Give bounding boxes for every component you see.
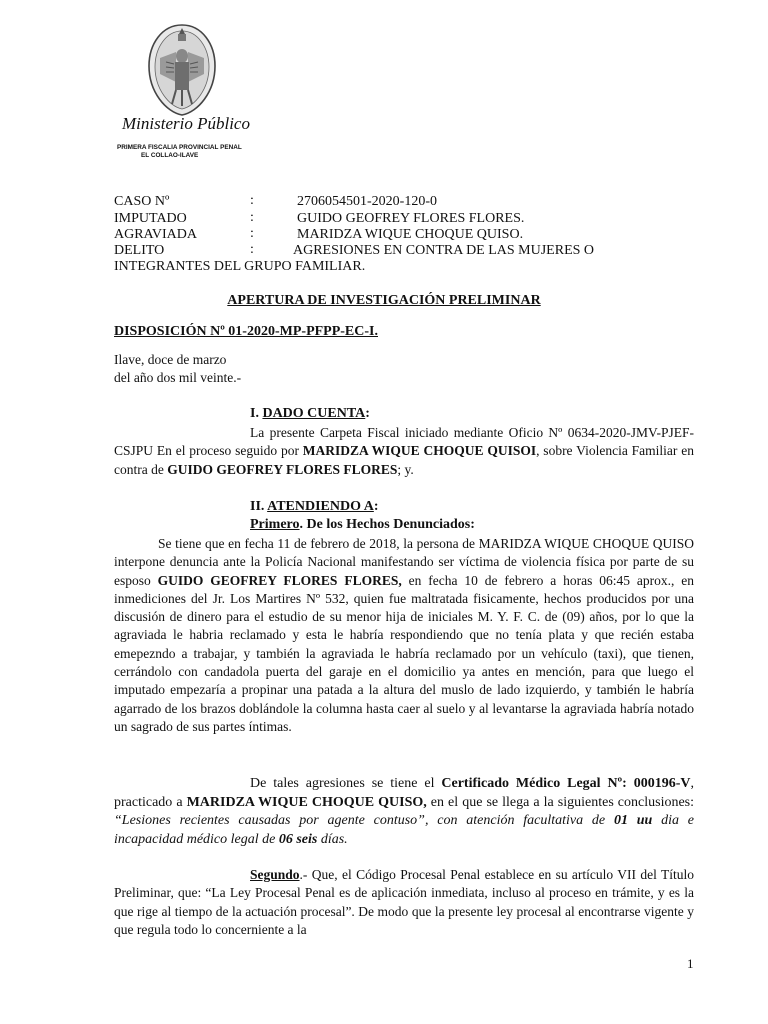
institution-name: Ministerio Público [122,114,250,133]
hechos-imputado-name: GUIDO GEOFREY FLORES FLORES, [157,572,402,588]
s1-agraviada-name: MARIDZA WIQUE CHOQUE QUISOI [302,443,537,459]
delito-value-line1: AGRESIONES EN CONTRA DE LAS MUJERES O [293,243,595,258]
imputado-value: GUIDO GEOFREY FLORES FLORES. [297,211,525,226]
cert-quote-a: “Lesiones recientes causadas por agente contuso”, con atención facultativa de [114,813,614,828]
institution-emblem [146,22,218,118]
page-number: 1 [687,956,694,971]
section-1-title: DADO CUENTA [262,406,366,421]
caso-separator: : [250,193,254,208]
cert-agraviada-name: MARIDZA WIQUE CHOQUE QUISO, [186,794,427,810]
cert-quote-b: dia e incapacidad médico legal de [114,813,694,847]
agraviada-separator: : [250,226,254,241]
section-2-colon: : [373,499,379,514]
cert-incapacity-days: 06 seis [278,831,318,847]
imputado-label: IMPUTADO [114,211,187,226]
agraviada-value: MARIDZA WIQUE CHOQUE QUISO. [297,227,524,242]
primero-heading [250,516,475,534]
hechos-text-b: en fecha 10 de febrero a horas 06:45 aprox., en inmediciones del Jr. Los Martires Nº 532, quien fue maltratada fisicamente, hechos producidos por una discusión de dinero para el estudio de su menor hija de iniciales M. Y. F. C. de (09) años, por lo que la agraviada le habria reclamado y esta le habría respondiendo que no tenía plata y que recién estaba emepezndo a trabajar, y también la agraviada le habría reclamado por un vehículo (taxi), que tienen, cerrándolo con candadola puerta del garaje en el domicilio ya antes en mención, para que luego el imputado empezaría a propinar una patada a la altura del muslo de lado izquierdo, y también le habría agarrado de los brazos doblándole la columna hasta caer al suelo y al levantarse la agraviada habría notado un sagrado de sus partes íntimas. [114,572,694,734]
certificado-paragraph [114,775,694,849]
section-1-paragraph [114,424,694,479]
segundo-text: .- Que, el Código Procesal Penal establece en su artículo VII del Título Preliminar, que: “La Ley Procesal Penal es de aplicación inmediata, incluso al proceso en trámite, y es la que rige al tiempo de la actuación procesal”. De modo que la presente ley procesal al encontrarse vigente y que regula todo lo concerniente a la [114,867,694,937]
s1-text-b: , sobre Violencia Familiar en contra de [114,443,694,477]
delito-label: DELITO [114,243,165,258]
delito-value-line2: INTEGRANTES DEL GRUPO FAMILIAR. [114,259,366,274]
imputado-separator: : [250,210,254,225]
date-line-1: Ilave, doce de marzo [114,352,227,367]
section-2-title: ATENDIENDO A [267,499,374,514]
date-line-2: del año dos mil veinte.- [114,370,242,385]
caso-label: CASO Nº [114,194,170,209]
section-1-numeral: I. [250,406,259,421]
cert-quote-c: días. [317,831,348,847]
segundo-label: Segundo [250,867,300,882]
s1-imputado-name: GUIDO GEOFREY FLORES FLORES [167,461,398,477]
primero-label: Primero [250,517,300,532]
hechos-text-a: Se tiene que en fecha 11 de febrero de 2018, la persona de MARIDZA WIQUE CHOQUE QUISO interpone denuncia ante la Policía Nacional manifestando ser víctima de violencia física por parte de su esposo [114,536,694,588]
office-name-line2: EL COLLAO-ILAVE [141,152,199,159]
s1-text-c: ; y. [397,461,414,477]
cert-number: Certificado Médico Legal Nº: 000196-V [441,776,691,791]
primero-title: . De los Hechos Denunciados: [299,517,475,532]
document-title: APERTURA DE INVESTIGACIÓN PRELIMINAR [227,293,541,308]
section-2-numeral: II. [250,499,265,514]
s1-text-a: La presente Carpeta Fiscal iniciado mediante Oficio Nº 0634-2020-JMV-PJEF-CSJPU En el proceso seguido por [114,425,694,459]
office-name-line1: PRIMERA FISCALIA PROVINCIAL PENAL [117,144,242,151]
caso-value: 2706054501-2020-120-0 [297,194,437,209]
cert-attention-days: 01 uu [613,813,653,828]
disposition-number: DISPOSICIÓN Nº 01-2020-MP-PFPP-EC-I. [114,324,378,339]
agraviada-label: AGRAVIADA [114,227,197,242]
delito-separator: : [250,242,254,257]
cert-text-c: en el que se llega a la siguientes conclusiones: [426,794,695,810]
section-2-heading [250,498,379,516]
section-1-heading [250,405,370,423]
cert-text-a: De tales agresiones se tiene el [250,776,442,791]
section-1-colon: : [365,406,370,421]
cert-text-b: , practicado a [114,776,694,810]
segundo-paragraph [114,866,694,939]
hechos-paragraph [114,535,694,736]
